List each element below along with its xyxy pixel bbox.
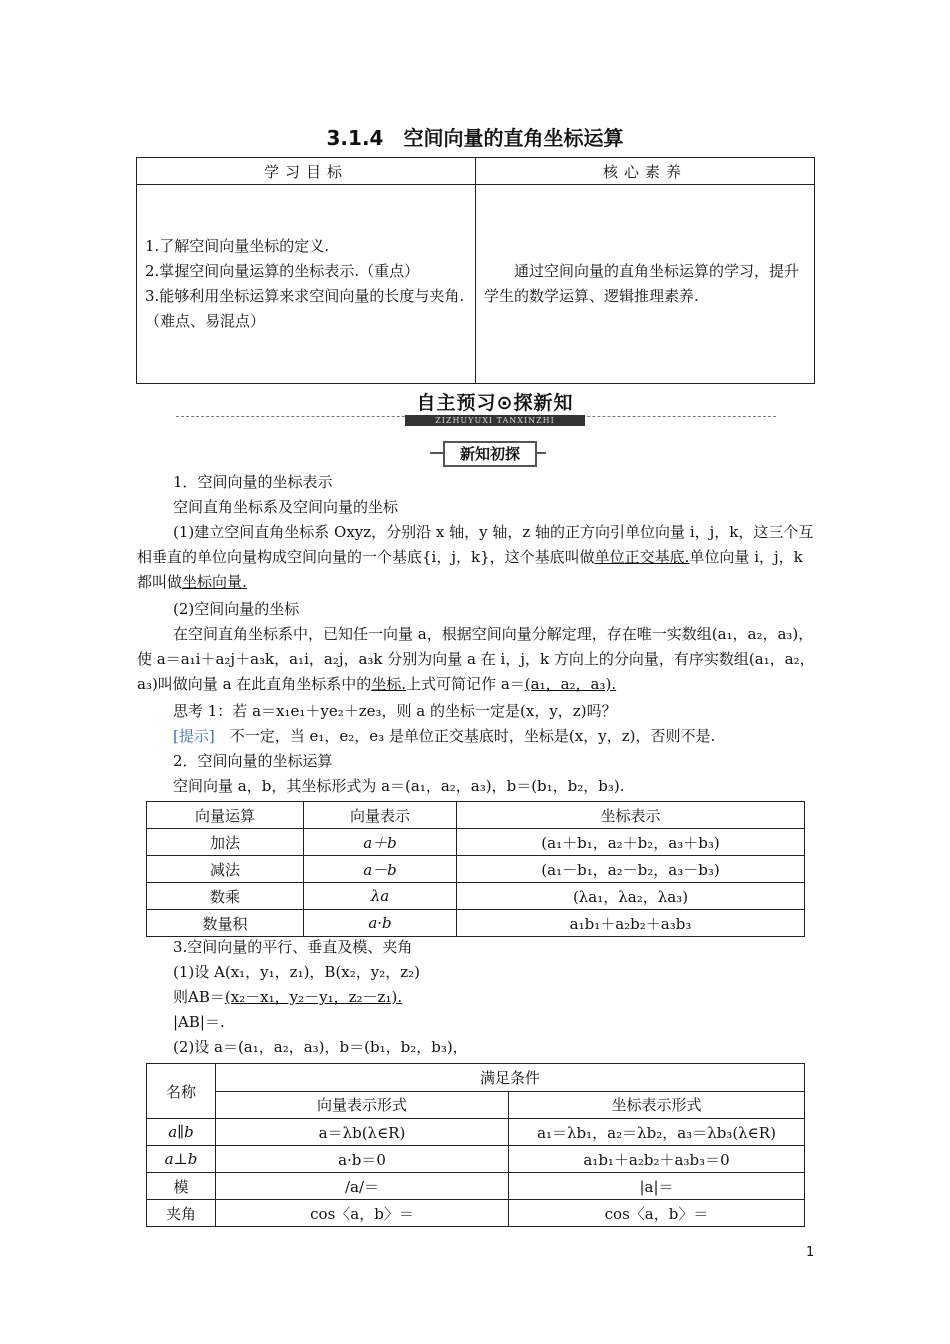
hint-line: [提示] 不一定，当 e₁，e₂，e₃ 是单位正交基底时，坐标是(x，y，z)，否则不是.: [137, 724, 817, 749]
table-cell: |a|＝: [509, 1173, 805, 1200]
table-cell: cos〈a，b〉＝: [216, 1200, 509, 1227]
table-cell: a＝λb(λ∈R): [216, 1119, 509, 1146]
table-cell: a⊥b: [147, 1146, 216, 1173]
s3-line-3: |AB|＝.: [173, 1013, 225, 1031]
s3-line-1: (1)设 A(x₁，y₁，z₁)，B(x₂，y₂，z₂): [173, 963, 421, 981]
s1-paragraph-1: (1)建立空间直角坐标系 Oxyz，分别沿 x 轴，y 轴，z 轴的正方向引单位向量 i，j，k，这三个互相垂直的单位向量构成空间向量的一个基底{i，j，k}，这个基底叫做单位正交基底.单位向量 i，j，k 都叫做坐标向量.: [137, 523, 814, 591]
table-header-row: [147, 1091, 805, 1119]
table-cell: λa: [304, 883, 457, 910]
table-row: [147, 883, 805, 910]
table-cell: 数乘: [147, 883, 304, 910]
table-row: [147, 829, 805, 856]
table-cell: /a/＝: [216, 1173, 509, 1200]
goals-header-right: 核心素养: [476, 158, 815, 185]
table-cell: 模: [147, 1173, 216, 1200]
table-cell: a₁＝λb₁，a₂＝λb₂，a₃＝λb₃(λ∈R): [509, 1119, 805, 1146]
goal-line: 1.了解空间向量坐标的定义.: [145, 237, 330, 255]
table-header: 坐标表示形式: [509, 1091, 805, 1119]
table-header: 向量表示: [304, 802, 457, 829]
conditions-table: [146, 1063, 805, 1227]
literacy-text: 通过空间向量的直角坐标运算的学习，提升学生的数学运算、逻辑推理素养.: [484, 262, 800, 305]
s3-line-2: 则AB＝(x₂－x₁，y₂－y₁，z₂－z₁).: [173, 988, 403, 1006]
table-cell: cos〈a，b〉＝: [509, 1200, 805, 1227]
table-header-row: [147, 802, 805, 829]
goal-line: 3.能够利用坐标运算来求空间向量的长度与夹角.（难点、易混点）: [145, 287, 465, 330]
s1-heading: 1．空间向量的坐标表示: [173, 473, 333, 491]
table-cell: (λa₁，λa₂，λa₃): [457, 883, 805, 910]
table-cell: (a₁－b₁，a₂－b₂，a₃－b₃): [457, 856, 805, 883]
table-cell: a·b: [304, 910, 457, 937]
s1-p2-heading: (2)空间向量的坐标: [173, 600, 300, 618]
table-cell: a₁b₁＋a₂b₂＋a₃b₃＝0: [509, 1146, 805, 1173]
table-cell: a∥b: [147, 1119, 216, 1146]
goal-line: 2.掌握空间向量运算的坐标表示.（重点）: [145, 262, 420, 280]
banner-title: 自主预习⊙探新知: [405, 388, 585, 414]
s3-line-4: (2)设 a＝(a₁，a₂，a₃)，b＝(b₁，b₂，b₃)，: [173, 1038, 468, 1056]
table-header-row: [147, 1064, 805, 1092]
table-cell: 减法: [147, 856, 304, 883]
goals-header-left: 学习目标: [137, 158, 476, 185]
goals-table: [136, 157, 815, 384]
banner-subtitle: ZIZHUYUXI TANXINZHI: [405, 415, 585, 426]
page-number: 1: [806, 1245, 815, 1260]
table-cell: a＋b: [304, 829, 457, 856]
table-cell: a₁b₁＋a₂b₂＋a₃b₃: [457, 910, 805, 937]
s3-heading: 3.空间向量的平行、垂直及模、夹角: [173, 938, 413, 956]
s2-intro: 空间向量 a，b，其坐标形式为 a＝(a₁，a₂，a₃)，b＝(b₁，b₂，b₃).: [173, 777, 625, 795]
table-row: [147, 1200, 805, 1227]
s1-paragraph-2: 在空间直角坐标系中，已知任一向量 a，根据空间向量分解定理，存在唯一实数组(a₁，a₂，a₃)，使 a＝a₁i＋a₂j＋a₃k，a₁i，a₂j，a₃k 分别为向量 a 在 i，j，k 方向上的分向量，有序实数组(a₁，a₂，a₃)叫做向量 a 在此直角坐标系中的坐标.上式可简记作 a＝(a₁，a₂，a₃).: [137, 625, 815, 693]
table-header: 向量运算: [147, 802, 304, 829]
goals-left-cell: [137, 185, 476, 384]
table-cell: 夹角: [147, 1200, 216, 1227]
s1-sub: 空间直角坐标系及空间向量的坐标: [173, 498, 399, 516]
table-cell: (a₁＋b₁，a₂＋b₂，a₃＋b₃): [457, 829, 805, 856]
table-cell: 加法: [147, 829, 304, 856]
table-header: 满足条件: [216, 1064, 805, 1092]
table-header: 向量表示形式: [216, 1091, 509, 1119]
think-question: 思考 1：若 a＝x₁e₁＋ye₂＋ze₃，则 a 的坐标一定是(x，y，z)吗？: [173, 702, 617, 720]
table-row: [147, 1119, 805, 1146]
table-cell: a－b: [304, 856, 457, 883]
table-row: [147, 1173, 805, 1200]
table-cell: a·b＝0: [216, 1146, 509, 1173]
operations-table: [146, 801, 805, 937]
table-cell: 数量积: [147, 910, 304, 937]
table-row: [147, 910, 805, 937]
page-title: 3.1.4 空间向量的直角坐标运算: [326, 126, 624, 150]
goals-right-cell: [476, 185, 815, 384]
table-row: [147, 856, 805, 883]
table-row: [147, 1146, 805, 1173]
table-header: 坐标表示: [457, 802, 805, 829]
section-tag: 新知初探: [443, 441, 537, 467]
s2-heading: 2．空间向量的坐标运算: [173, 752, 333, 770]
section-banner: [405, 388, 585, 426]
table-header: 名称: [147, 1064, 216, 1119]
hint-label: [提示]: [173, 727, 215, 745]
